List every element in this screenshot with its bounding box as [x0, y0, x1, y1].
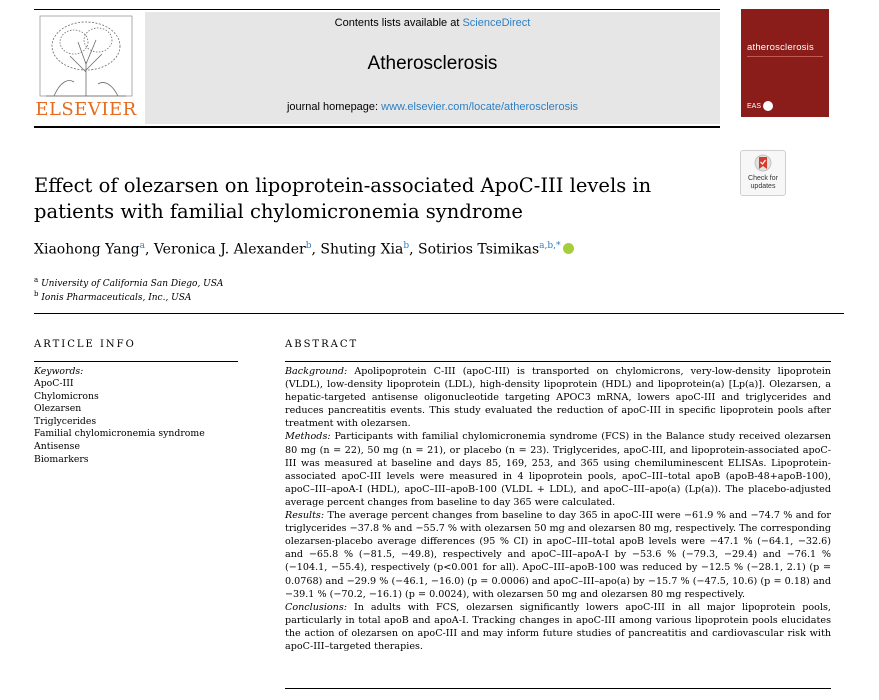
keyword-item: Familial chylomicronemia syndrome — [34, 428, 205, 440]
article-info-rule — [34, 361, 238, 362]
header-bottom-rule — [34, 126, 720, 128]
article-info-heading: ARTICLE INFO — [34, 339, 136, 350]
header-top-rule — [34, 9, 720, 10]
keyword-item: Antisense — [34, 440, 80, 452]
homepage-line: journal homepage: www.elsevier.com/locate/atherosclerosis — [286, 101, 579, 113]
abstract-background: Background: Apolipoprotein C-III (apoC-III) is transported on chylomicrons, very-low-density lipoprotein (VLDL), low-density lipoprotein (LDL), high-density lipoprotein (HDL) and lipoprotein(a) [Lp(a)]. Olezarsen, a hepatic-targeted antisense oligonucleotide targeting APOC3 mRNA, lowers apoC-III and triglycerides and reduces pancreatitis events. This study evaluated the reduction of apoC-III in specific lipoprotein pools after treatment with olezarsen. — [285, 366, 831, 430]
author-name[interactable]: Xiaohong Yang — [34, 241, 140, 258]
author-affil-mark[interactable]: a,b,* — [539, 241, 561, 251]
keywords-list — [34, 378, 205, 466]
abstract-conclusions: Conclusions: In adults with FCS, olezarsen significantly lowers apoC-III in all major lipoprotein pools, particularly in total apoB and apoA-I. Tracking changes in apoC-III among various lipoprotein pools elucidates the action of olezarsen on apoC-III and may inform future studies of pancreatitis and cardiovascular risk with apoC-III–targeted therapies. — [285, 601, 831, 652]
keyword-item: Triglycerides — [34, 415, 97, 427]
author-affil-mark[interactable]: a — [139, 241, 145, 251]
section-divider — [34, 313, 844, 314]
abstract-bottom-rule — [285, 688, 831, 689]
publisher-wordmark: ELSEVIER — [35, 99, 137, 120]
abstract-results: Results: The average percent changes from baseline to day 365 in apoC-III were −61.9 % and −74.7 % and for triglycerides −37.8 % and −55.7 % with olezarsen 50 mg and olezarsen 80 mg, respectively. The corresponding olezarsen-placebo average differences (95 % CI) in apoC–III–total apoB levels were −47.1 % (−64.1, −32.6) and −65.8 % (−81.5, −49.8), respectively and apoC–III–apoA-I by −53.6 % (−79.3, −29.4) and −76.1 % (−104.1, −55.4), respectively (p<0.001 for all). ApoC–III–apoB-100 was reduced by −12.5 % (−28.1, 2.1) (p = 0.0768) and −29.9 % (−46.1, −16.0) (p = 0.0006) and apoC–III–apo(a) by −15.7 % (−47.5, 10.6) (p = 0.18) and −39.1 % (−70.2, −16.1) (p = 0.0024), with olezarsen 50 mg and olezarsen 80 mg respectively. — [285, 510, 831, 600]
keyword-item: Biomarkers — [34, 453, 89, 465]
article-title: Effect of olezarsen on lipoprotein-associated ApoC-III levels in patients with familial chylomicronemia syndrome — [34, 174, 652, 223]
affiliation: $^b$ Ionis Pharmaceuticals, Inc., USA — [34, 290, 192, 303]
author-list: Xiaohong Yang$^a$, Veronica J. Alexander$^b$, Shuting Xia$^b$, Sotirios Tsimikas$^{a,b,*}$ — [34, 241, 574, 258]
journal-name: Atherosclerosis — [367, 53, 498, 74]
journal-header-box — [145, 12, 720, 124]
check-updates-label: Check for updates — [748, 175, 778, 190]
journal-cover[interactable] — [741, 9, 829, 117]
author-affil-mark[interactable]: b — [305, 241, 312, 251]
keyword-item: Olezarsen — [34, 403, 82, 415]
author-name[interactable]: Sotirios Tsimikas — [418, 241, 540, 258]
author-name[interactable]: Shuting Xia — [320, 241, 404, 258]
sciencedirect-link[interactable]: ScienceDirect — [462, 17, 531, 29]
cover-badge: EAS — [747, 103, 762, 110]
contents-line: Contents lists available at ScienceDirect — [334, 17, 531, 29]
abstract-body — [285, 365, 831, 653]
bookmark-check-icon — [754, 154, 772, 174]
author-affil-mark[interactable]: b — [403, 241, 410, 251]
orcid-icon[interactable] — [563, 243, 574, 254]
author-name[interactable]: Veronica J. Alexander — [153, 241, 306, 258]
keyword-item: Chylomicrons — [34, 390, 99, 402]
cover-logo-icon — [763, 101, 773, 111]
homepage-link[interactable]: www.elsevier.com/locate/atherosclerosis — [381, 101, 579, 113]
abstract-methods: Methods: Participants with familial chylomicronemia syndrome (FCS) in the Balance study received olezarsen 80 mg (n = 22), 50 mg (n = 21), or placebo (n = 23). Triglycerides, apoC-III, and lipoprotein-associated apoC-III was measured at baseline and days 85, 169, 253, and 365 using chemiluminescent ELISAs. Lipoprotein-associated apoC-III levels were measured in 4 lipoprotein pools, apoC–III–total apoB (apoB-48+apoB-100), apoC–III–apoA-I (HDL), apoC–III–apoB-100 (VLDL + LDL), and apoC–III–apo(a) (Lp(a)). The placebo-adjusted average percent changes from baseline to day 365 were calculated. — [285, 431, 831, 508]
cover-title: atherosclerosis — [747, 42, 814, 53]
affiliation: $^a$ University of California San Diego, USA — [34, 276, 224, 289]
abstract-heading: ABSTRACT — [285, 339, 359, 350]
check-for-updates-button[interactable] — [740, 150, 786, 196]
keyword-item: ApoC-III — [34, 378, 74, 389]
abstract-rule — [285, 361, 831, 362]
cover-divider — [747, 56, 823, 57]
keywords-label: Keywords: — [34, 366, 84, 377]
